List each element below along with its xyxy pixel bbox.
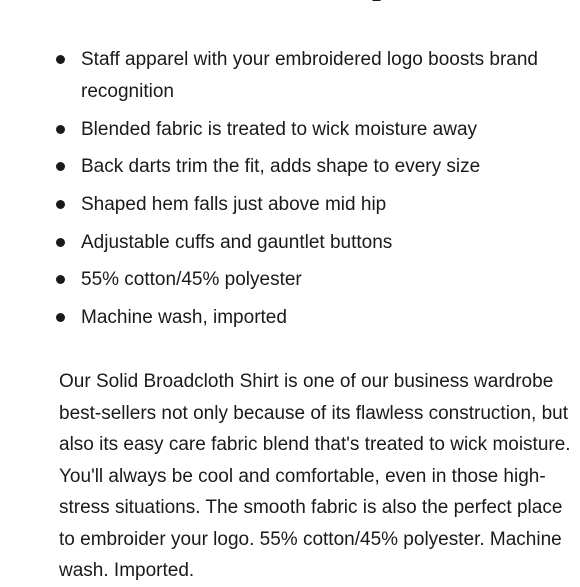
product-description: Our Solid Broadcloth Shirt is one of our business wardrobe best-sellers not only because of its flawless construction, but also its easy care fabric blend that's treated to wick moisture. You'll always be cool and comfortable, even in those high-stress situations. The smooth fabric is also the perfect place to embroider your logo. 55% cotton/45% polyester. Machine wash. Imported.	[59, 371, 571, 581]
bullet-icon	[56, 162, 65, 171]
bullet-icon	[56, 313, 65, 322]
feature-text: 55% cotton/45% polyester	[81, 269, 302, 291]
list-item	[54, 189, 574, 221]
bullet-icon	[56, 275, 65, 284]
list-item	[54, 44, 574, 108]
feature-text: Adjustable cuffs and gauntlet buttons	[81, 231, 393, 253]
feature-text: Blended fabric is treated to wick moisture away	[81, 118, 478, 140]
feature-text: Shaped hem falls just above mid hip	[81, 194, 387, 216]
feature-list	[54, 44, 574, 340]
list-item	[54, 302, 574, 334]
cut-off-text-fragment	[360, 0, 390, 2]
feature-text: Staff apparel with your embroidered logo boosts brand recognition	[81, 49, 538, 102]
bullet-icon	[56, 125, 65, 134]
bullet-icon	[56, 200, 65, 209]
feature-text: Machine wash, imported	[81, 307, 287, 329]
list-item	[54, 114, 574, 146]
bullet-icon	[56, 238, 65, 247]
bullet-icon	[56, 55, 65, 64]
list-item	[54, 151, 574, 183]
list-item	[54, 264, 574, 296]
feature-text: Back darts trim the fit, adds shape to every size	[81, 156, 481, 178]
list-item	[54, 227, 574, 259]
